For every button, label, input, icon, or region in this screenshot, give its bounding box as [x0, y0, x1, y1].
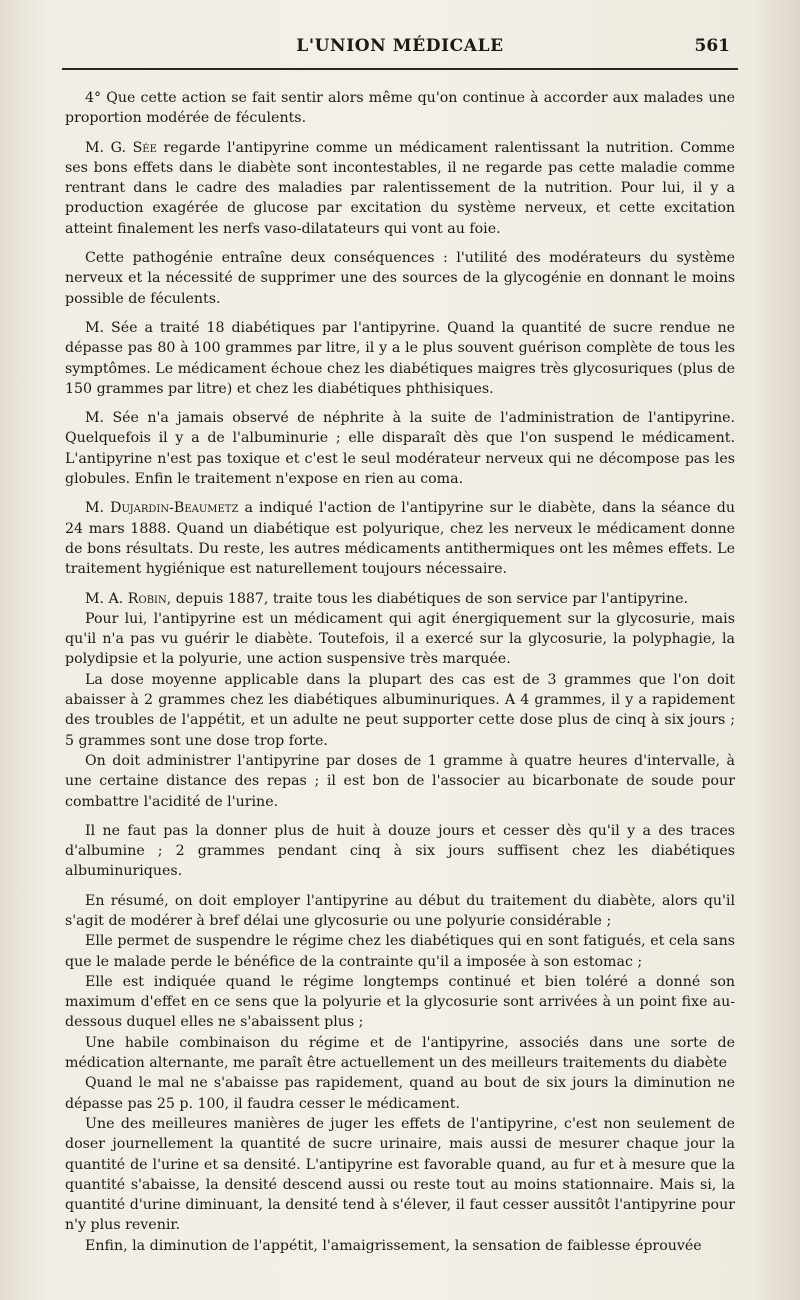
paragraph	[65, 670, 735, 751]
paragraph	[65, 1073, 735, 1114]
paragraph	[65, 408, 735, 489]
paragraph	[65, 1033, 735, 1074]
paragraph	[65, 1236, 735, 1256]
paragraph-text: Une habile combinaison du régime et de l'antipyrine, associés dans une sorte de médication alternante, me paraît être actuellement un des meilleurs traitements du diabète	[65, 1034, 735, 1072]
paragraph-text: Pour lui, l'antipyrine est un médicament qui agit énergiquement sur la glycosurie, mais qu'il n'a pas vu guérir le diabète. Toutefois, il a exercé sur la glycosurie, la polyphagie, la polydipsie et la polyurie, une action suspensive très marquée.	[65, 610, 735, 668]
header-rule	[62, 68, 738, 70]
paragraph	[65, 88, 735, 129]
paragraph	[65, 891, 735, 932]
paragraph-text: On doit administrer l'antipyrine par doses de 1 gramme à quatre heures d'intervalle, à une certaine distance des repas ; il est bon de l'associer au bicarbonate de soude pour combattre l'acidité de l'urine.	[65, 752, 735, 810]
paragraph-text: M. Sée n'a jamais observé de néphrite à la suite de l'administration de l'antipyrine. Quelquefois il y a de l'albuminurie ; elle disparaît dès que l'on suspend le médicament. L'antipyrine n'est pas toxique et c'est le seul modérateur nerveux qui ne décompose pas les globules. Enfin le traitement n'expose en rien au coma.	[65, 410, 735, 488]
paragraph-text: Enfin, la diminution de l'appétit, l'amaigrissement, la sensation de faiblesse éprouvée	[85, 1237, 702, 1254]
body-text	[65, 88, 735, 1256]
paragraph	[65, 609, 735, 670]
paragraph-text: La dose moyenne applicable dans la plupart des cas est de 3 grammes que l'on doit abaisser à 2 grammes chez les diabétiques albuminuriques. A 4 grammes, il y a rapidement des troubles de l'appétit, et un adulte ne peut supporter cette dose plus de cinq à six jours ; 5 grammes sont une dose trop forte.	[65, 671, 735, 749]
running-title: L'UNION MÉDICALE	[296, 36, 504, 56]
paragraph	[65, 1114, 735, 1236]
speaker-name: M. G. Sée	[85, 139, 157, 156]
paragraph	[65, 931, 735, 972]
page-number: 561	[694, 36, 730, 56]
paragraph	[65, 138, 735, 239]
paragraph	[65, 589, 735, 609]
speaker-name: M. A. Robin	[85, 590, 167, 607]
speaker-name: M. Dujardin-Beaumetz	[85, 500, 239, 517]
paragraph-text: a indiqué l'action de l'antipyrine sur le diabète, dans la séance du 24 mars 1888. Quand un diabétique est polyurique, chez les nerveux le médicament donne de bons résultats. Du reste, les autres médicaments antithermiques ont les mêmes effets. Le traitement hygiénique est naturellement toujours nécessaire.	[65, 500, 735, 578]
paragraph-text: M. Sée a traité 18 diabétiques par l'antipyrine. Quand la quantité de sucre rendue ne dépasse pas 80 à 100 grammes par litre, il y a le plus souvent guérison complète de tous les symptômes. Le médicament échoue chez les diabétiques maigres très glycosuriques (plus de 150 grammes par litre) et chez les diabétiques phthisiques.	[65, 319, 735, 397]
running-head	[0, 36, 800, 66]
paragraph-text: En résumé, on doit employer l'antipyrine au début du traitement du diabète, alors qu'il s'agit de modérer à bref délai une glycosurie ou une polyurie considérable ;	[65, 892, 735, 929]
paragraph	[65, 498, 735, 579]
paragraph	[65, 821, 735, 882]
paragraph-text: , depuis 1887, traite tous les diabétiques de son service par l'antipyrine.	[166, 590, 688, 607]
paragraph-text: Quand le mal ne s'abaisse pas rapidement, quand au bout de six jours la diminution ne dépasse pas 25 p. 100, il faudra cesser le médicament.	[65, 1075, 735, 1112]
paragraph-text: Cette pathogénie entraîne deux conséquences : l'utilité des modérateurs du système nerveux et la nécessité de supprimer une des sources de la glycogénie en donnant le moins possible de féculents.	[65, 250, 735, 307]
paragraph-text: regarde l'antipyrine comme un médicament ralentissant la nutrition. Comme ses bons effets dans le diabète sont incontestables, il ne regarde pas cette maladie comme rentrant dans le cadre des maladies par ralentissement de la nutrition. Pour lui, il y a production exagérée de glucose par excitation du système nerveux, et cette excitation atteint finalement les nerfs vaso-dilatateurs qui vont au foie.	[65, 139, 735, 237]
paragraph	[65, 248, 735, 309]
paragraph-text: Elle est indiquée quand le régime longtemps continué et bien toléré a donné son maximum d'effet en ce sens que la polyurie et la glycosurie sont arrivées à un point fixe au-dessous duquel elles ne s'abaissent plus ;	[65, 973, 735, 1031]
paragraph	[65, 751, 735, 812]
paragraph-text: Elle permet de suspendre le régime chez les diabétiques qui en sont fatigués, et cela sans que le malade perde le bénéfice de la contrainte qu'il a imposée à son estomac ;	[65, 933, 735, 970]
paragraph-text: Il ne faut pas la donner plus de huit à douze jours et cesser dès qu'il y a des traces d'albumine ; 2 grammes pendant cinq à six jours suffisent chez les diabétiques albuminuriques.	[65, 822, 735, 880]
paragraph-text: Une des meilleures manières de juger les effets de l'antipyrine, c'est non seulement de doser journellement la quantité de sucre urinaire, mais aussi de mesurer chaque jour la quantité de l'urine et sa densité. L'antipyrine est favorable quand, au fur et à mesure que la quantité s'abaisse, la densité descend aussi ou reste tout au moins stationnaire. Mais si, la quantité d'urine diminuant, la densité tend à s'élever, il faut cesser aussitôt l'antipyrine pour n'y plus revenir.	[65, 1115, 735, 1234]
paragraph	[65, 318, 735, 399]
paragraph-text: 4° Que cette action se fait sentir alors même qu'on continue à accorder aux malades une proportion modérée de féculents.	[65, 90, 735, 127]
paragraph	[65, 972, 735, 1033]
